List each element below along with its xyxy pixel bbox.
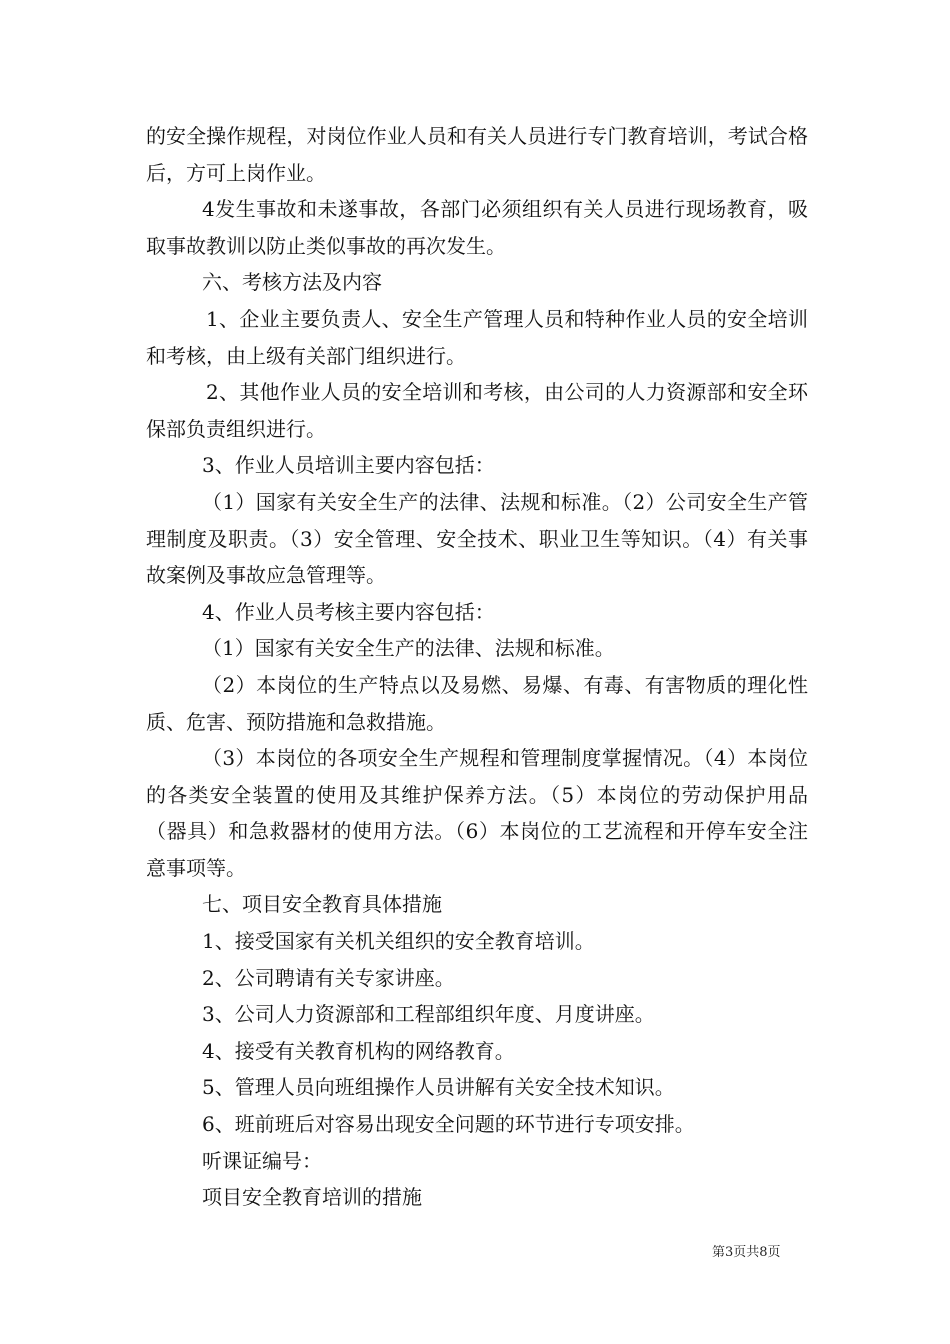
section-heading-seven: 七、项目安全教育具体措施 [202,892,442,917]
paragraph: （1）国家有关安全生产的法律、法规和标准。（2）公司安全生产管理制度及职责。（3）安全管理、安全技术、职业卫生等知识。（4）有关事故案例及事故应急管理等。 [146,489,808,588]
list-item: 3、公司人力资源部和工程部组织年度、月度讲座。 [202,1002,655,1027]
paragraph: 3、作业人员培训主要内容包括： [202,453,495,478]
list-item: 1、接受国家有关机关组织的安全教育培训。 [202,929,595,954]
paragraph: 的安全操作规程，对岗位作业人员和有关人员进行专门教育培训，考试合格后，方可上岗作业。 [146,124,808,185]
paragraph: （1）国家有关安全生产的法律、法规和标准。 [202,636,615,661]
paragraph: （3）本岗位的各项安全生产规程和管理制度掌握情况。（4）本岗位的各类安全装置的使用及其维护保养方法。（5）本岗位的劳动保护用品（器具）和急救器材的使用方法。（6）本岗位的工艺流程和开停车安全注意事项等。 [146,746,808,880]
list-item: 2、公司聘请有关专家讲座。 [202,965,455,990]
list-item: 5、管理人员向班组操作人员讲解有关安全技术知识。 [202,1075,675,1100]
document-body [146,118,808,1216]
document-title-line: 项目安全教育培训的措施 [202,1185,422,1210]
list-item: 4、接受有关教育机构的网络教育。 [202,1038,515,1063]
certificate-number-label: 听课证编号： [202,1148,322,1173]
paragraph: 1、企业主要负责人、安全生产管理人员和特种作业人员的安全培训和考核，由上级有关部门组织进行。 [146,306,808,368]
paragraph: 4发生事故和未遂事故，各部门必须组织有关人员进行现场教育，吸取事故教训以防止类似事故的再次发生。 [146,197,808,258]
page-number: 第3页共8页 [712,1245,781,1260]
paragraph: 2、其他作业人员的安全培训和考核，由公司的人力资源部和安全环保部负责组织进行。 [146,380,808,441]
paragraph: 4、作业人员考核主要内容包括： [202,599,495,624]
section-heading-six: 六、考核方法及内容 [202,270,382,295]
list-item: 6、班前班后对容易出现安全问题的环节进行专项安排。 [202,1112,695,1137]
paragraph: （2）本岗位的生产特点以及易燃、易爆、有毒、有害物质的理化性质、危害、预防措施和急救措施。 [146,672,808,734]
